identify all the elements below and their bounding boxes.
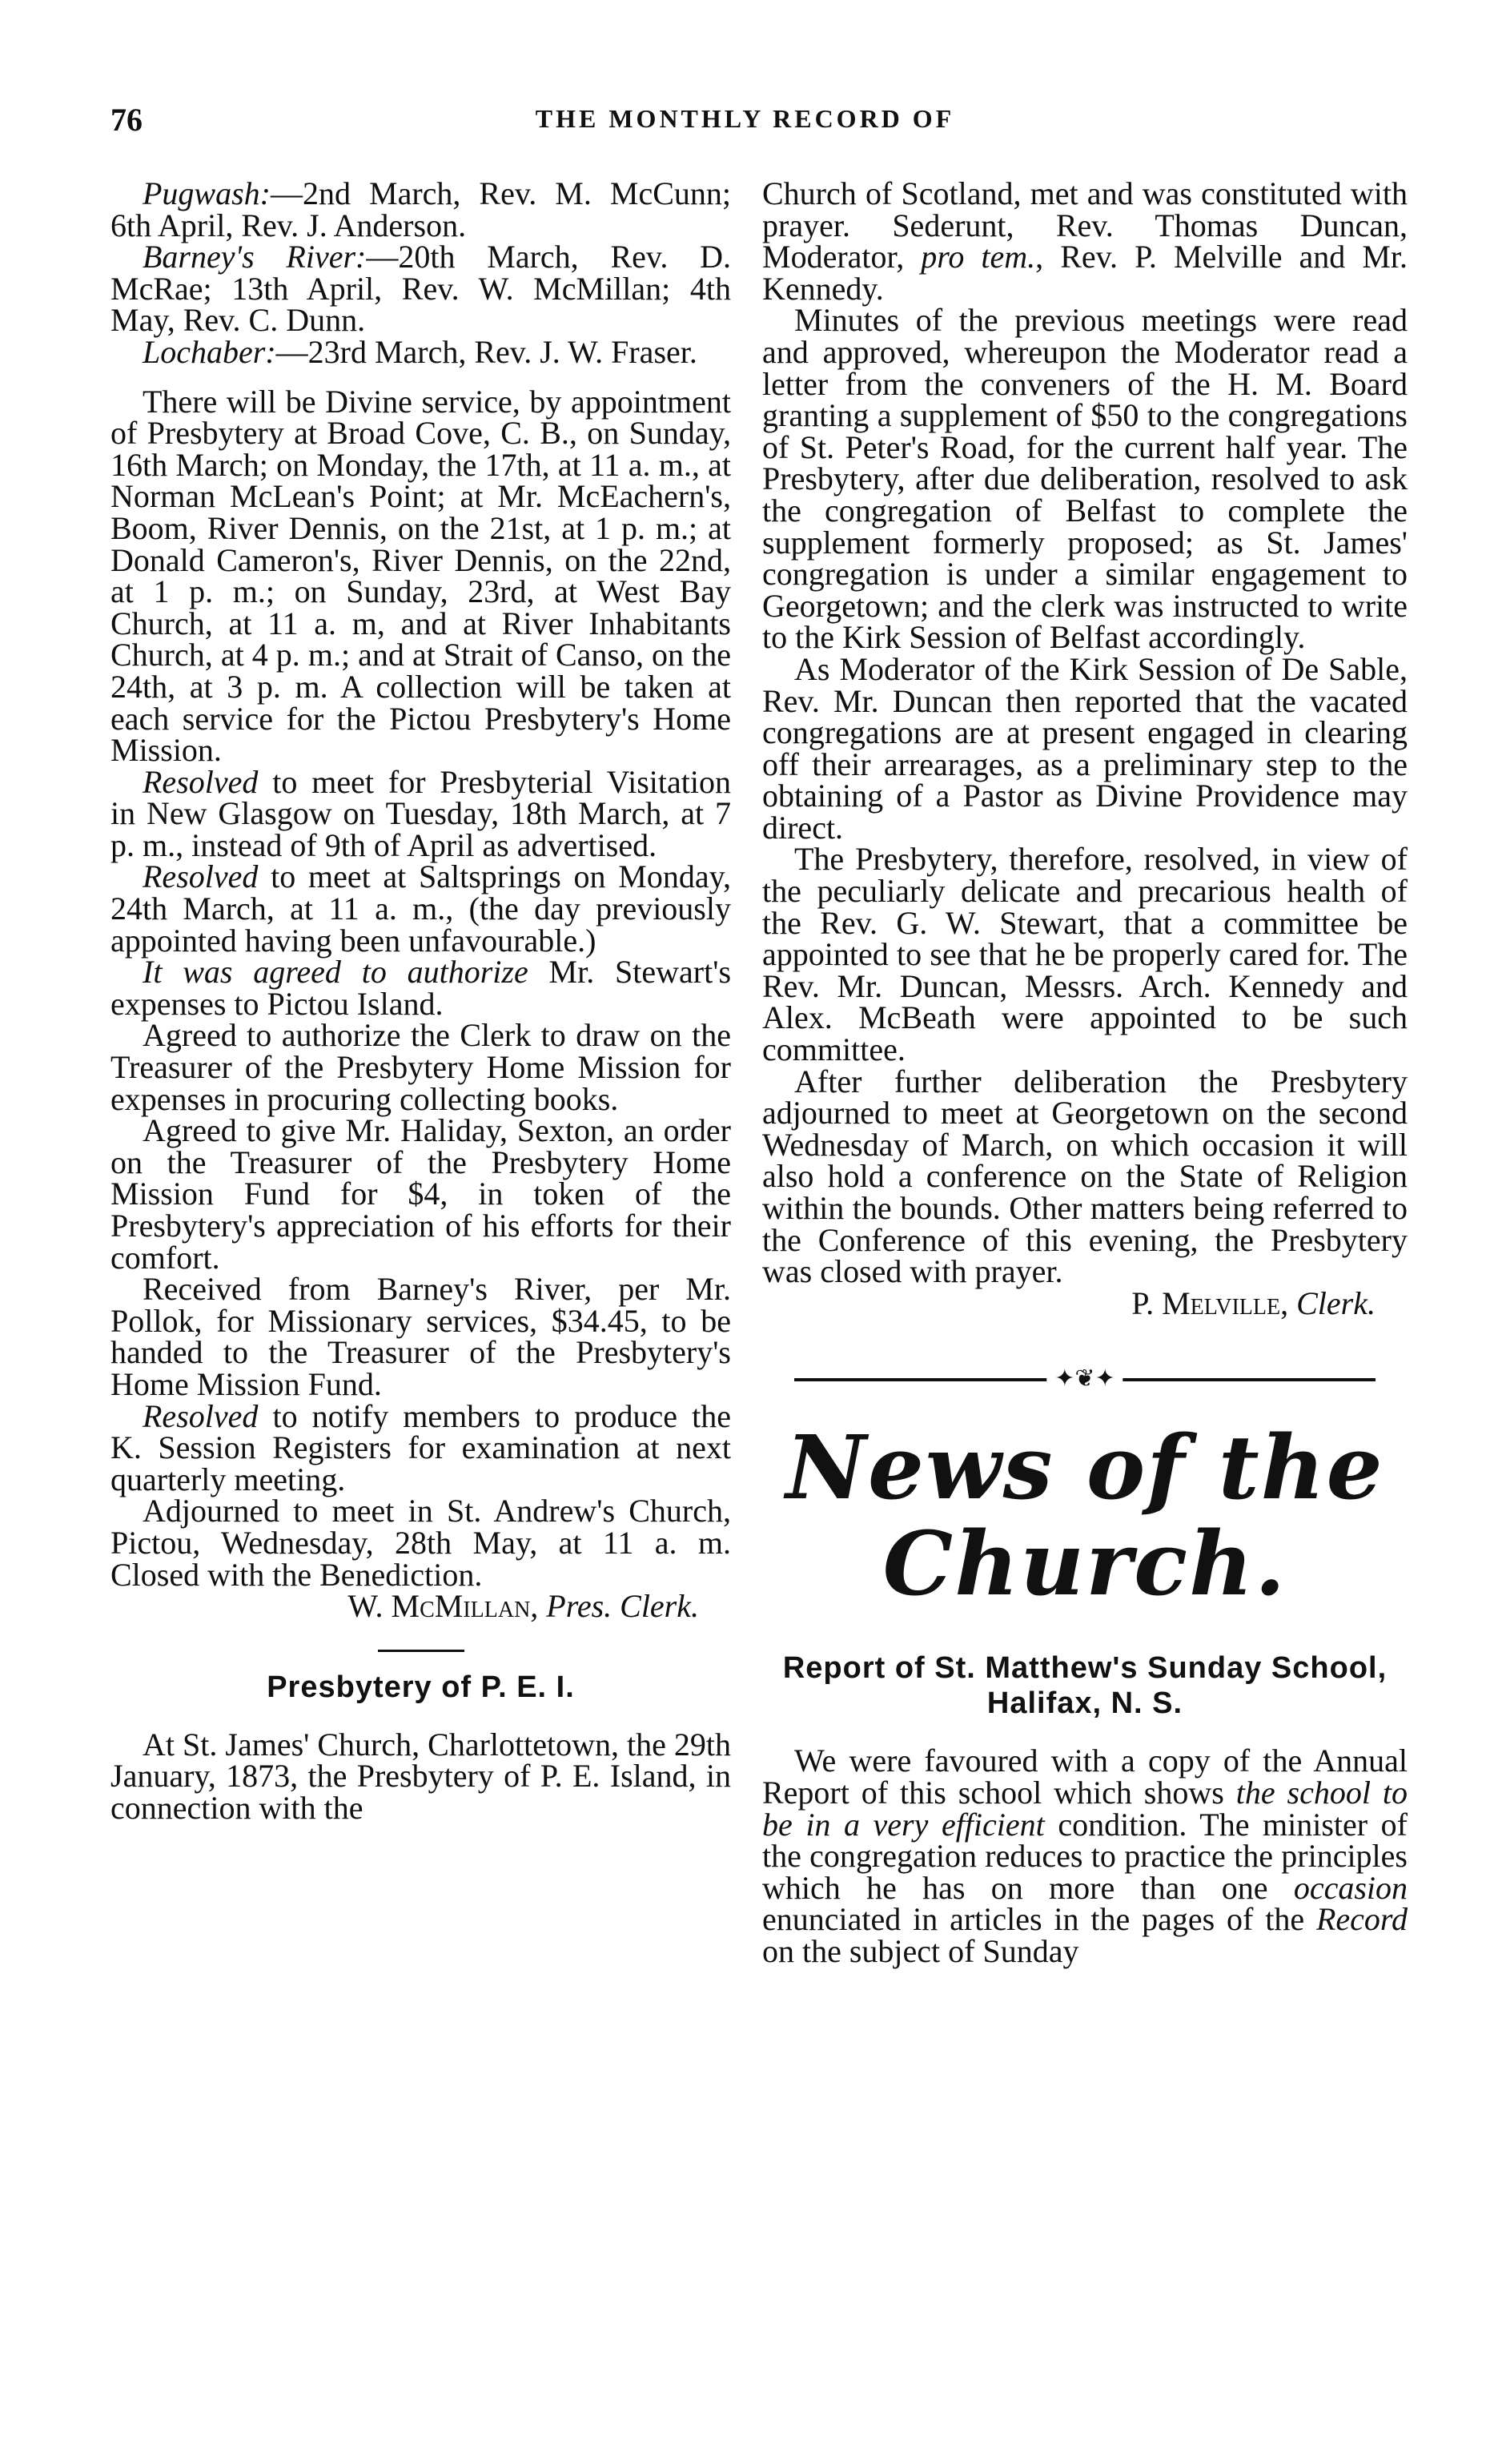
page-number: 76 <box>110 102 143 138</box>
resolution-saltsprings: Resolved to meet at Saltsprings on Monday, 24th March, at 11 a. m., (the day previously appointed having been unfavourable.) <box>110 858 731 959</box>
section-title: News of the Church. <box>785 1416 1384 1616</box>
appointment-pugwash: Pugwash:—2nd March, Rev. M. McCunn; 6th April, Rev. J. Anderson. <box>110 175 731 243</box>
ornament-icon: ✦❦✦ <box>1046 1367 1123 1391</box>
divine-service-notice: There will be Divine service, by appointment of Presbytery at Broad Cove, C. B., on Sunday, 16th March; on Monday, the 17th, at 11 a. m., at Norman McLean's Point; at Mr. McEachern's, Boom, River Dennis, on the 21st, at 1 p. m.; at Donald Cameron's, River Dennis, on the 22nd, at 1 p. m.; on Sunday, 23rd, at West Bay Church, at 11 a. m, and at River Inhabitants Church, at 4 p. m.; and at Strait of Canso, on the 24th, at 3 p. m. A collection will be taken at each service for the Pictou Presbytery's Home Mission. <box>110 383 731 769</box>
pei-committee: The Presbytery, therefore, resolved, in view of the peculiarly delicate and precarious health of the Rev. G. W. Stewart, that a committee be appointed to see that he be properly cared for. The Rev. Mr. Duncan, Messrs. Arch. Kennedy and Alex. McBeath were appointed to be such committee. <box>762 841 1408 1068</box>
appointment-barneys-river: Barney's River:—20th March, Rev. D. McRae; 13th April, Rev. W. McMillan; 4th May, Rev. C. Dunn. <box>110 239 731 339</box>
resolution-registers: Resolved to notify members to produce the K. Session Registers for examination at next quarterly meeting. <box>110 1397 731 1497</box>
resolution-collecting-books: Agreed to authorize the Clerk to draw on the Treasurer of the Presbytery Home Mission for expenses in procuring collecting books. <box>110 1017 731 1117</box>
resolution-barneys-river-funds: Received from Barney's River, per Mr. Pollok, for Missionary services, $34.45, to be handed to the Treasurer of the Presbytery's Home Mission Fund. <box>110 1271 731 1402</box>
section-divider <box>378 1650 464 1652</box>
left-column <box>110 175 732 1826</box>
pei-continuation: Church of Scotland, met and was constituted with prayer. Sederunt, Rev. Thomas Duncan, Moderator, pro tem., Rev. P. Melville and Mr. Kennedy. <box>762 175 1408 307</box>
signature-pei-clerk: P. Melville, Clerk. <box>1131 1284 1376 1321</box>
pei-heading: Presbytery of P. E. I. <box>267 1670 575 1704</box>
right-column <box>762 175 1408 1969</box>
signature-pictou-clerk: W. McMillan, Pres. Clerk. <box>347 1588 699 1625</box>
resolution-pictou-island: It was agreed to authorize Mr. Stewart's expenses to Pictou Island. <box>110 954 732 1022</box>
resolution-sexton: Agreed to give Mr. Haliday, Sexton, an order on the Treasurer of the Presbytery Home Mission Fund for $4, in token of the Presbytery's appreciation of his efforts for their comfort. <box>110 1112 731 1276</box>
resolution-adjourned: Adjourned to meet in St. Andrew's Church, Pictou, Wednesday, 28th May, at 11 a. m. Closed with the Benediction. <box>110 1493 731 1593</box>
ornamental-rule <box>794 1367 1376 1391</box>
report-heading: Report of St. Matthew's Sunday School, Halifax, N. S. <box>782 1651 1388 1721</box>
running-title: THE MONTHLY RECORD OF <box>535 104 955 133</box>
pei-adjournment: After further deliberation the Presbytery adjourned to meet at Georgetown on the second Wednesday of March, on which occasion it will also hold a conference on the State of Religion within the bounds. Other matters being referred to the Conference of this evening, the Presbytery was closed with prayer. <box>762 1063 1408 1290</box>
pei-de-sable: As Moderator of the Kirk Session of De Sable, Rev. Mr. Duncan then reported that the vacated congregations are at present engaged in clearing off their arrearages, as a preliminary step to the obtaining of a Pastor as Divine Providence may direct. <box>762 650 1408 846</box>
resolution-new-glasgow: Resolved to meet for Presbyterial Visitation in New Glasgow on Tuesday, 18th March, at 7 p. m., instead of 9th of April as advertised. <box>110 763 731 863</box>
report-body: We were favoured with a copy of the Annual Report of this school which shows the school to be in a very efficient condition. The minister of the congregation reduces to practice the principles which he has on more than one occasion enunciated in articles in the pages of the Record on the subject of Sunday <box>762 1742 1408 1969</box>
pei-intro: At St. James' Church, Charlottetown, the 29th January, 1873, the Presbytery of P. E. Island, in connection with the <box>110 1726 731 1826</box>
pei-minutes: Minutes of the previous meetings were read and approved, whereupon the Moderator read a letter from the conveners of the H. M. Board granting a supplement of $50 to the congregations of St. Peter's Road, for the current half year. The Presbytery, after due deliberation, resolved to ask the congregation of Belfast to complete the supplement formerly proposed; as St. James' congregation is under a similar engagement to Georgetown; and the clerk was instructed to write to the Kirk Session of Belfast accordingly. <box>762 302 1408 656</box>
appointment-lochaber: Lochaber:—23rd March, Rev. J. W. Fraser. <box>143 333 697 370</box>
